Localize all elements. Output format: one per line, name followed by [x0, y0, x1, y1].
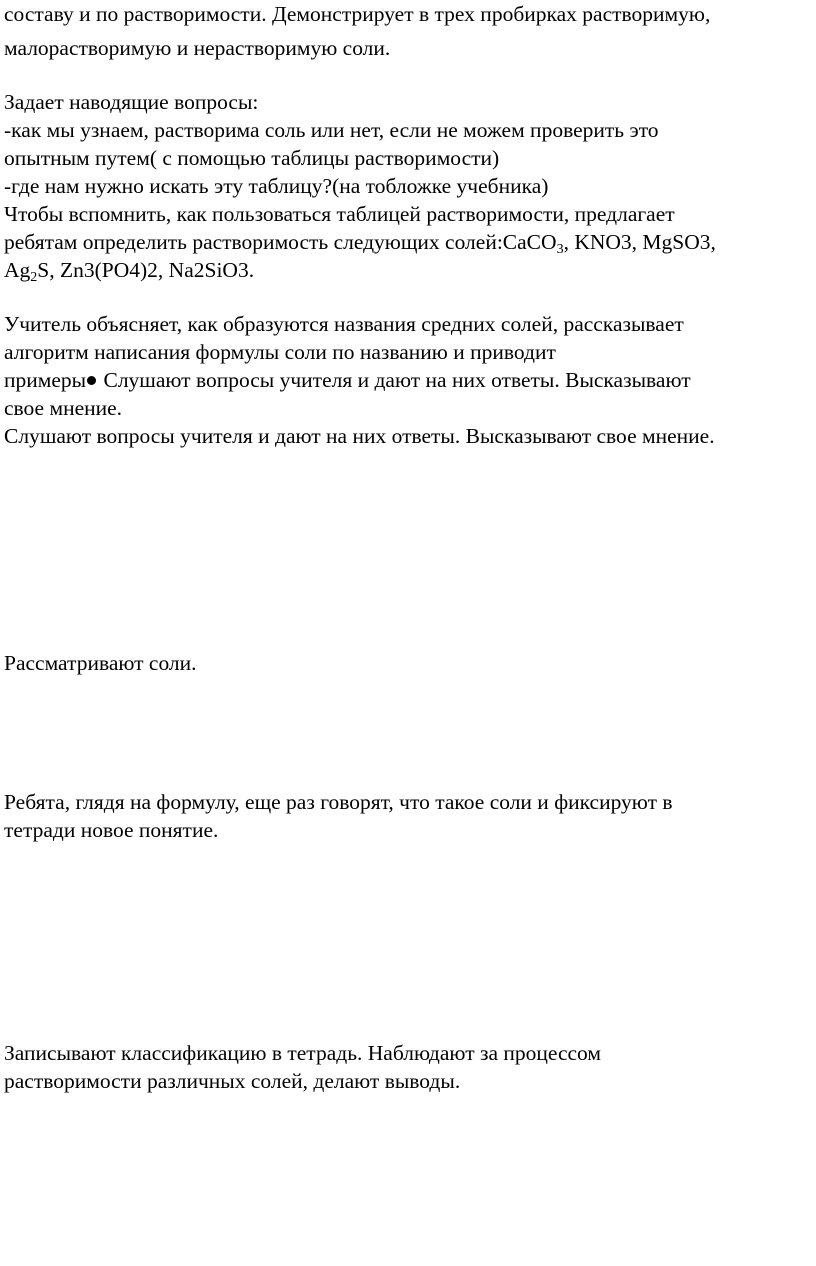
text-span: S, Zn3(PO4)2, Na2SiO3.	[37, 258, 255, 282]
text-line: Слушают вопросы учителя и дают на них ответы. Высказывают свое мнение.	[4, 424, 715, 448]
bullet-icon	[87, 376, 96, 385]
text-line: тетради новое понятие.	[4, 818, 219, 842]
text-line: алгоритм написания формулы соли по названию и приводит	[4, 340, 556, 364]
text-line: Ребята, глядя на формулу, еще раз говорят, что такое соли и фиксируют в	[4, 790, 673, 814]
text-span: Слушают вопросы учителя и дают на них ответы. Высказывают	[98, 368, 691, 392]
text-line: свое мнение.	[4, 396, 123, 420]
subscript: 2	[30, 270, 38, 285]
text-line: Задает наводящие вопросы:	[4, 90, 259, 114]
text-line: Рассматривают соли.	[4, 651, 197, 675]
text-span: ребятам определить растворимость следующих солей:CaCO	[4, 230, 557, 254]
text-span: , KNO3, MgSO3,	[563, 230, 716, 254]
text-line	[4, 367, 691, 393]
text-line: малорастворимую и нерастворимую соли.	[4, 36, 391, 60]
text-line: -как мы узнаем, растворима соль или нет, если не можем проверить это	[4, 118, 659, 142]
text-line: составу и по растворимости. Демонстрирует в трех пробирках растворимую,	[4, 2, 711, 26]
text-span: примеры	[4, 368, 87, 392]
text-line: Чтобы вспомнить, как пользоваться таблицей растворимости, предлагает	[4, 202, 675, 226]
text-line: Записывают классификацию в тетрадь. Наблюдают за процессом	[4, 1041, 601, 1065]
text-line: опытным путем( с помощью таблицы растворимости)	[4, 146, 500, 170]
text-span: Ag	[4, 258, 31, 282]
formula-line	[4, 257, 254, 283]
subscript: 3	[556, 242, 564, 257]
text-line: растворимости различных солей, делают выводы.	[4, 1069, 461, 1093]
text-line: Учитель объясняет, как образуются названия средних солей, рассказывает	[4, 312, 684, 336]
text-line: -где нам нужно искать эту таблицу?(на тобложке учебника)	[4, 174, 549, 198]
formula-line	[4, 229, 716, 255]
